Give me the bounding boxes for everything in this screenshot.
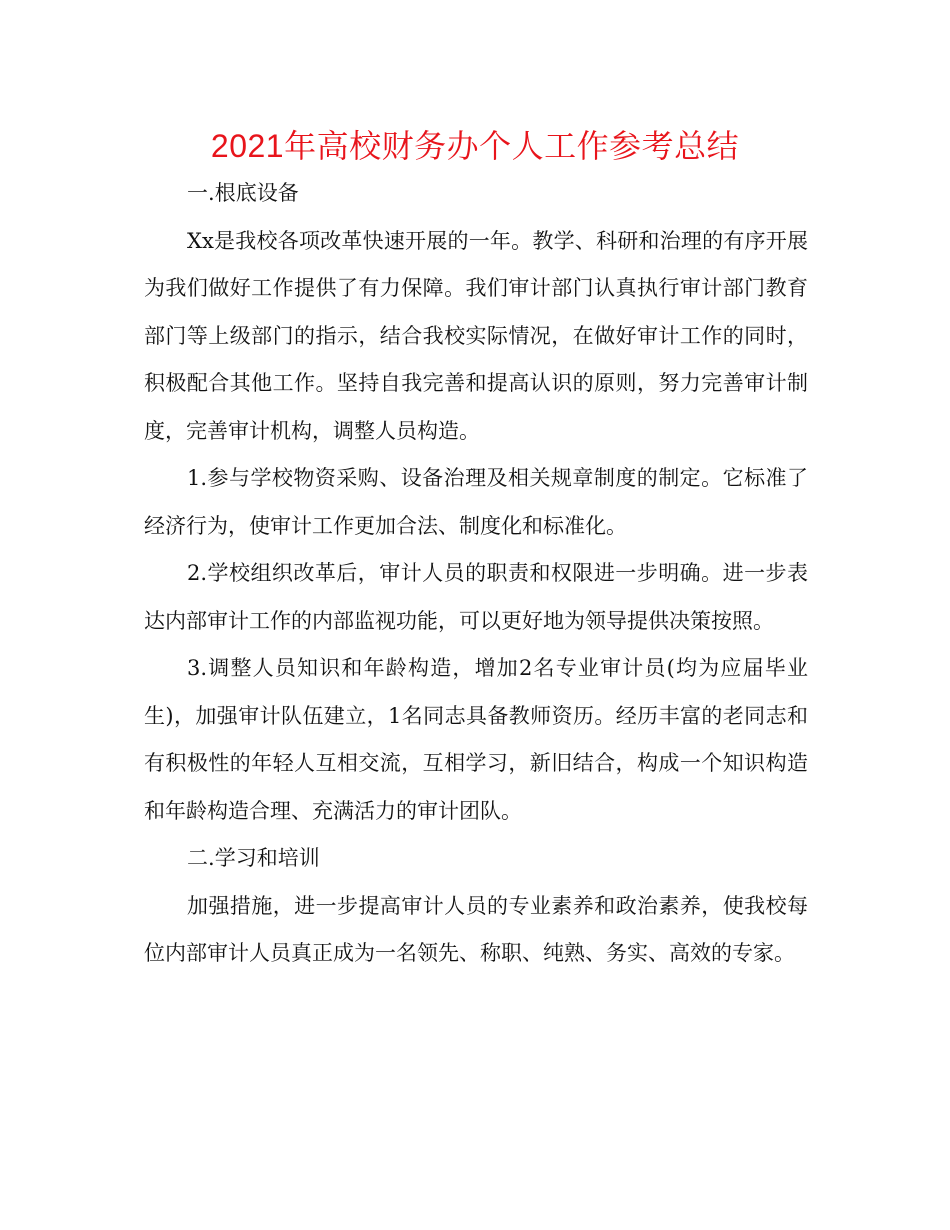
document-title: 2021年高校财务办个人工作参考总结 — [210, 128, 740, 164]
document-body — [144, 170, 808, 978]
section-heading-training: 二.学习和培训 — [187, 846, 320, 870]
paragraph-intro: Xx是我校各项改革快速开展的一年。教学、科研和治理的有序开展为我们做好工作提供了有力保障。我们审计部门认真执行审计部门教育部门等上级部门的指示，结合我校实际情况，在做好审计工作的同时，积极配合其他工作。坚持自我完善和提高认识的原则，努力完善审计制度，完善审计机构，调整人员构造。 — [144, 228, 808, 443]
list-item-3: 3.调整人员知识和年龄构造，增加2名专业审计员(均为应届毕业生)，加强审计队伍建立，1名同志具备教师资历。经历丰富的老同志和有积极性的年轻人互相交流，互相学习，新旧结合，构成一个知识构造和年龄构造合理、充满活力的审计团队。 — [144, 656, 808, 823]
paragraph-training: 加强措施，进一步提高审计人员的专业素养和政治素养，使我校每位内部审计人员真正成为一名领先、称职、纯熟、务实、高效的专家。 — [144, 893, 808, 965]
list-item-2: 2.学校组织改革后，审计人员的职责和权限进一步明确。进一步表达内部审计工作的内部监视功能，可以更好地为领导提供决策按照。 — [144, 561, 808, 633]
section-heading-basic-equipment: 一.根底设备 — [187, 181, 299, 205]
list-item-1: 1.参与学校物资采购、设备治理及相关规章制度的制定。它标准了经济行为，使审计工作更加合法、制度化和标准化。 — [144, 466, 808, 538]
